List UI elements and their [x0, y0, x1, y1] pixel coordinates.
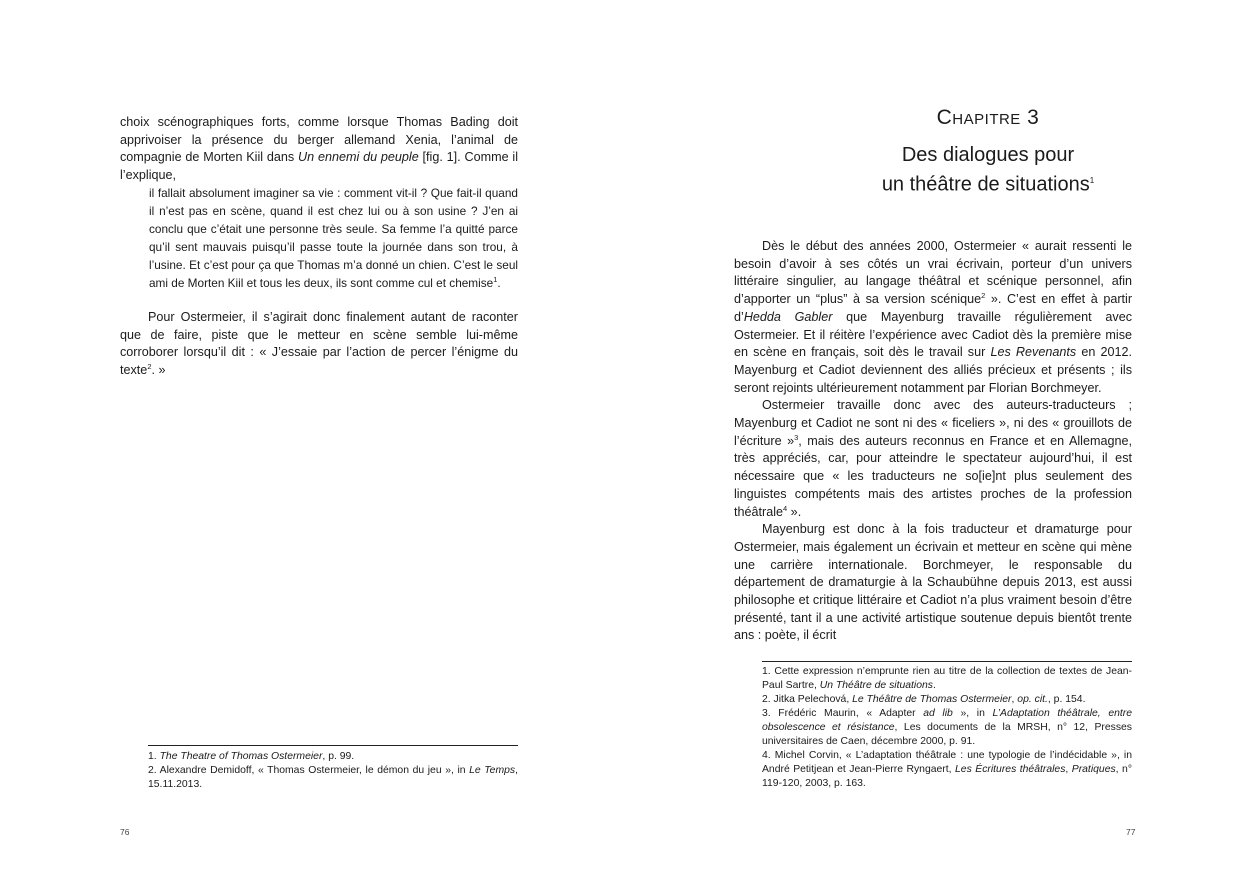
footnotes [148, 750, 518, 792]
text-run: 2. Alexandre Demidoff, « Thomas Ostermeier, le démon du jeu », in [148, 765, 470, 776]
footnote-ref[interactable]: 3 [794, 432, 799, 442]
text-run: 1. Cette expression n’emprunte rien au titre de la collection de textes de Jean-Paul Sartre, [762, 666, 1132, 691]
text-run: un théâtre de situations [881, 173, 1090, 196]
text-run: , [1065, 764, 1072, 775]
italic-title: The Theatre of Thomas Ostermeier [159, 751, 323, 762]
chapter-label: Chapitre 3 [936, 106, 1040, 129]
text-run: Pour Ostermeier, il s’agirait donc finalement autant de raconter que de faire, piste que le metteur en scène semble lui-même corroborer lorsqu’il dit : « J’essaie par l’action de percer l’énigme du texte [120, 310, 518, 378]
right-paragraph-3: Mayenburg est donc à la fois traducteur et dramaturge pour Ostermeier, mais également un écrivain et metteur en scène qui mène une carrière internationale. Borchmeyer, le responsable du département de dramaturgie à la Schaubühne depuis 2013, est aussi philosophe et critique littéraire et Cadiot n’a plus vraiment besoin d’être présenté, tant il a une activité artistique soutenue depuis bientôt trente ans : poète, il écrit [734, 522, 1132, 643]
footnote-1 [762, 665, 1132, 693]
left-paragraph-2 [120, 309, 518, 380]
text-run: que Mayenburg travaille régulièrement avec Ostermeier. Et il réitère l’expérience avec Cadiot dès la première mise en scène en français, soit dès le travail sur [734, 309, 1132, 360]
left-paragraph-1 [120, 114, 518, 185]
chapter-title [734, 142, 1242, 198]
page-number: 76 [120, 827, 130, 837]
italic-title: Un Théâtre de situations [819, 680, 933, 691]
text-run: , mais des auteurs reconnus en France et en Allemagne, très appréciés, car, pour atteindre le spectateur aujourd’hui, il est nécessaire que « les traducteurs ne so[ie]nt plus seulement des linguistes compétents mais des artistes proches de la profession théâtrale [734, 433, 1132, 519]
text-run: 4. Michel Corvin, « L’adaptation théâtrale : une typologie de l’indécidable », in André Petitjean et Jean-Pierre Ryngaert, [762, 750, 1132, 775]
italic-term: ad lib [923, 708, 953, 719]
footnote-ref[interactable]: 2 [981, 290, 986, 300]
footnote-3 [762, 707, 1132, 749]
text-run: . » [151, 363, 166, 378]
footnote-2 [148, 764, 518, 792]
text-run: , [1011, 694, 1018, 705]
italic-title: Les Écritures théâtrales [955, 764, 1066, 775]
italic-title: Le Théâtre de Thomas Ostermeier [852, 694, 1012, 705]
text-run: 3. Frédéric Maurin, « Adapter [762, 708, 924, 719]
text-run: choix scénographiques forts, comme lorsque Thomas Bading doit apprivoiser la présence du berger allemand Xenia, l’animal de compagnie de Morten Kiil dans [120, 115, 518, 165]
text-run: , 15.11.2013. [148, 765, 518, 790]
italic-title: Le Temps [469, 765, 516, 776]
footnote-1 [148, 750, 518, 764]
text-run: 2. Jitka Pelechová, [762, 694, 853, 705]
right-page [626, 0, 1252, 890]
footnote-ref[interactable]: 1 [1089, 176, 1095, 185]
right-paragraph-1 [734, 238, 1132, 397]
footnote-ref[interactable]: 4 [783, 503, 788, 513]
footnote-rule [762, 661, 1132, 662]
text-run: », in [952, 708, 993, 719]
text-run: , p. 99. [322, 751, 355, 762]
text-run: . [932, 680, 936, 691]
right-body [734, 238, 1132, 645]
page-number: 77 [1126, 827, 1136, 837]
footnote-2 [762, 693, 1132, 707]
text-run: , n° 119-120, 2003, p. 163. [762, 764, 1132, 789]
text-run: 1. [148, 751, 160, 762]
italic-title: Pratiques [1071, 764, 1116, 775]
italic-title: L’Adaptation théâtrale, entre obsolescence et résistance [762, 708, 1133, 733]
text-run: Dès le début des années 2000, Ostermeier « aurait ressenti le besoin d’avoir à ses côtés un vrai écrivain, porteur d’un univers littéraire singulier, au langage théâtral et scénique personnel, afin d’apporter un “plus” à sa version scénique [734, 239, 1132, 307]
text-run: ». [787, 504, 802, 519]
text-run: il fallait absolument imaginer sa vie : comment vit-il ? Que fait-il quand il n’est pas en scène, quand il est chez lui ou à son usine ? J’en ai conclu que c’était une personne très seule. Sa femme l’a quitté parce qu’il sent mauvais puisqu’il passe toute la journée dans son trou, à l’usine. Et c’est pour ça que Thomas m’a donné un chien. C’est le seul ami de Morten Kiil et tous les deux, ils sont comme cul et chemise [149, 186, 518, 290]
block-quote [149, 184, 518, 292]
italic-title: Les Revenants [990, 345, 1077, 360]
chapter-title-line-1: Des dialogues pour [901, 144, 1075, 166]
footnote-ref[interactable]: 2 [147, 361, 152, 371]
right-paragraph-2 [734, 397, 1132, 521]
text-run: . [497, 276, 501, 290]
italic-abbrev: op. cit. [1017, 694, 1048, 705]
footnotes [762, 665, 1132, 791]
text-run: , p. 154. [1047, 694, 1086, 705]
italic-title: Un ennemi du peuple [298, 150, 419, 165]
text-run: Ostermeier travaille donc avec des auteurs-traducteurs ; Mayenburg et Cadiot ne sont ni des « ficeliers », ni des « grouillots de l’écriture » [734, 398, 1132, 448]
footnote-4 [762, 749, 1132, 791]
text-run: , Les documents de la MRSH, n° 12, Presses universitaires de Caen, décembre 2000, p. 91. [762, 722, 1132, 747]
italic-title: Hedda Gabler [743, 309, 833, 324]
text-run: ». C’est en effet à partir d’ [734, 292, 1133, 324]
footnote-rule [148, 745, 518, 746]
text-run: [fig. 1]. Comme il l’explique, [120, 150, 518, 183]
text-run: en 2012. Mayenburg et Cadiot deviennent des alliés précieux et présents ; ils seront rejoints ultérieurement notamment par Florian Borchmeyer. [734, 345, 1133, 395]
footnote-ref[interactable]: 1 [493, 275, 498, 285]
chapter-title-line-2 [734, 168, 1242, 198]
